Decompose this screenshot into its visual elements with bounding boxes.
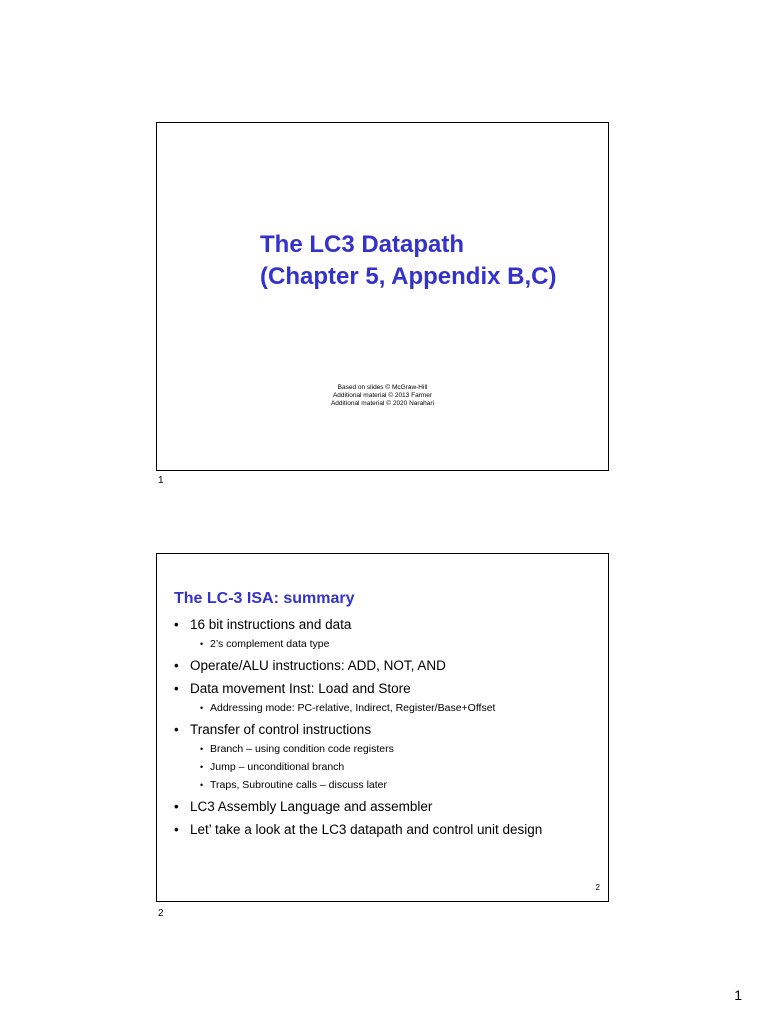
slide-1-title — [260, 229, 556, 293]
slide-2-title: The LC-3 ISA: summary — [174, 590, 355, 607]
sub-bullet-item: • Traps, Subroutine calls – discuss later — [166, 778, 606, 792]
bullet-item: • Let’ take a look at the LC3 datapath and control unit design — [166, 821, 606, 838]
slide-2-bullet-list — [166, 616, 606, 838]
page-number: 1 — [734, 987, 742, 1003]
bullet-item: • Operate/ALU instructions: ADD, NOT, AND — [166, 657, 606, 674]
slide-1-title-line-2: (Chapter 5, Appendix B,C) — [260, 263, 557, 290]
sub-bullet-item: • Jump – unconditional branch — [166, 760, 606, 774]
slide-1-title-line-1: The LC3 Datapath — [260, 231, 465, 258]
slide-2 — [156, 553, 609, 902]
sub-bullet-item: • 2’s complement data type — [166, 637, 606, 651]
credit-line: Based on slides © McGraw-Hill — [337, 384, 428, 391]
slide-1-credits — [157, 384, 608, 408]
slide-1-number: 1 — [158, 475, 164, 486]
sub-bullet-item: • Branch – using condition code registers — [166, 742, 606, 756]
slide-2-number: 2 — [158, 908, 164, 919]
bullet-item: • 16 bit instructions and data — [166, 616, 606, 633]
bullet-item: • Transfer of control instructions — [166, 721, 606, 738]
bullet-item: • LC3 Assembly Language and assembler — [166, 798, 606, 815]
credit-line: Additional material © 2020 Narahari — [330, 400, 435, 407]
slide-2-corner-number: 2 — [595, 883, 600, 892]
sub-bullet-item: • Addressing mode: PC-relative, Indirect, Register/Base+Offset — [166, 701, 606, 715]
credit-line: Additional material © 2013 Farmer — [332, 392, 433, 399]
bullet-item: • Data movement Inst: Load and Store — [166, 680, 606, 697]
slide-1 — [156, 122, 609, 471]
